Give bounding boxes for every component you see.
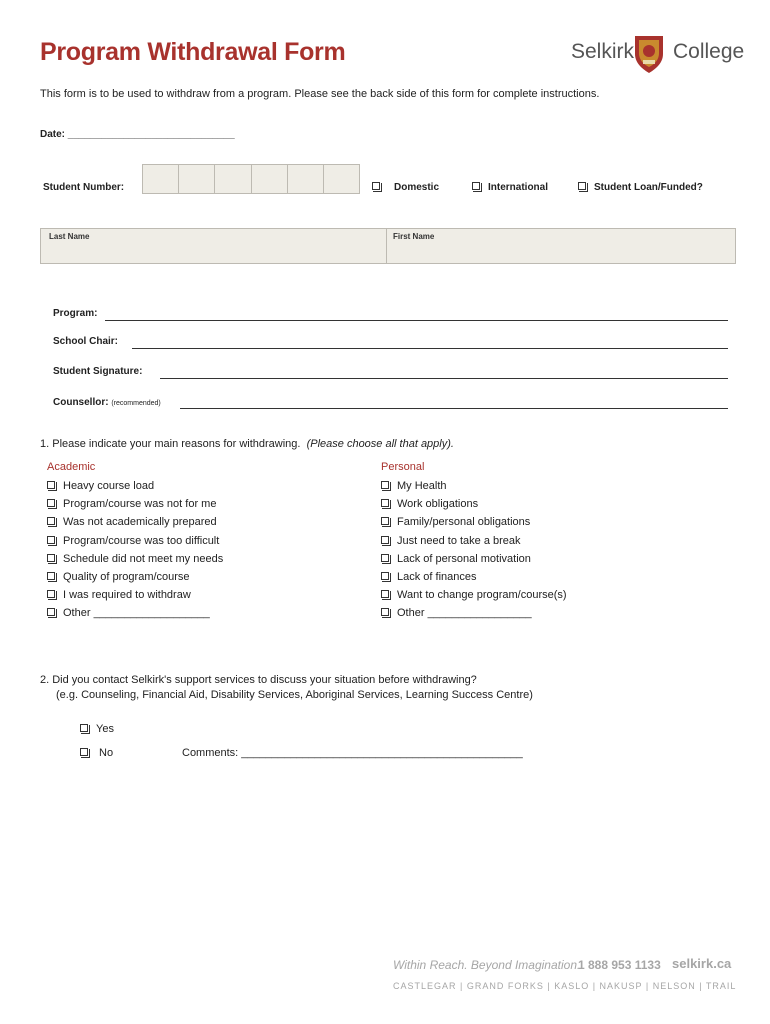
checkbox-icon[interactable] <box>47 499 55 507</box>
checkbox-icon[interactable] <box>381 554 389 562</box>
list-item[interactable]: Other ___________________ <box>47 604 223 622</box>
list-item[interactable]: Lack of personal motivation <box>381 550 567 568</box>
student-number-cell[interactable] <box>143 165 179 193</box>
checkbox-icon[interactable] <box>381 481 389 489</box>
checkbox-icon[interactable] <box>47 536 55 544</box>
counsellor-input-line[interactable] <box>180 408 728 409</box>
list-item[interactable]: My Health <box>381 477 567 495</box>
counsellor-note: (recommended) <box>111 400 161 407</box>
checkbox-icon[interactable] <box>381 608 389 616</box>
checkbox-icon[interactable] <box>372 182 380 190</box>
personal-reasons-list <box>381 477 567 623</box>
first-name-label: First Name <box>393 232 435 241</box>
comments-field[interactable]: Comments: ______________________________________________ <box>182 747 523 759</box>
date-field[interactable]: Date: ______________________________ <box>40 129 235 140</box>
checkbox-icon[interactable] <box>381 590 389 598</box>
list-item[interactable]: Other _________________ <box>381 604 567 622</box>
footer-website: selkirk.ca <box>672 956 732 971</box>
form-title: Program Withdrawal Form <box>40 38 346 66</box>
academic-heading: Academic <box>47 461 96 473</box>
selkirk-college-logo <box>566 34 745 78</box>
crest-icon <box>632 34 666 74</box>
name-fields-box <box>40 228 736 264</box>
student-number-cell[interactable] <box>215 165 251 193</box>
checkbox-icon[interactable] <box>47 554 55 562</box>
academic-reasons-list <box>47 477 223 623</box>
logo-word-left: Selkirk <box>571 40 635 63</box>
list-item[interactable]: Heavy course load <box>47 477 223 495</box>
student-number-cell[interactable] <box>288 165 324 193</box>
checkbox-icon[interactable] <box>381 499 389 507</box>
international-option[interactable]: International <box>472 182 548 193</box>
footer-tagline: Within Reach. Beyond Imagination. <box>393 958 581 972</box>
list-item[interactable]: Schedule did not meet my needs <box>47 550 223 568</box>
personal-heading: Personal <box>381 461 425 473</box>
student-number-cell[interactable] <box>179 165 215 193</box>
question-1: 1. Please indicate your main reasons for withdrawing. (Please choose all that apply). <box>40 438 454 450</box>
program-label: Program: <box>53 308 98 319</box>
footer-campuses: CASTLEGAR | GRAND FORKS | KASLO | NAKUSP | NELSON | TRAIL <box>393 981 737 991</box>
logo-word-right: College <box>673 40 745 63</box>
yes-option[interactable]: Yes <box>80 723 114 735</box>
checkbox-icon[interactable] <box>381 536 389 544</box>
question-2: 2. Did you contact Selkirk's support services to discuss your situation before withdrawing? <box>40 674 477 686</box>
checkbox-icon[interactable] <box>47 572 55 580</box>
checkbox-icon[interactable] <box>381 572 389 580</box>
school-chair-input-line[interactable] <box>132 348 728 349</box>
list-item[interactable]: Work obligations <box>381 495 567 513</box>
checkbox-icon[interactable] <box>47 590 55 598</box>
list-item[interactable]: Quality of program/course <box>47 568 223 586</box>
checkbox-icon[interactable] <box>80 748 88 756</box>
student-number-cell[interactable] <box>252 165 288 193</box>
list-item[interactable]: I was required to withdraw <box>47 586 223 604</box>
checkbox-icon[interactable] <box>47 608 55 616</box>
list-item[interactable]: Want to change program/course(s) <box>381 586 567 604</box>
checkbox-icon[interactable] <box>47 481 55 489</box>
list-item[interactable]: Family/personal obligations <box>381 513 567 531</box>
name-divider <box>386 229 387 263</box>
school-chair-label: School Chair: <box>53 336 119 347</box>
checkbox-icon[interactable] <box>381 517 389 525</box>
list-item[interactable]: Lack of finances <box>381 568 567 586</box>
last-name-label: Last Name <box>49 232 90 241</box>
student-loan-option[interactable]: Student Loan/Funded? <box>578 182 703 193</box>
checkbox-icon[interactable] <box>80 724 88 732</box>
student-number-cell[interactable] <box>324 165 359 193</box>
signature-label: Student Signature: <box>53 366 143 377</box>
no-option[interactable]: No <box>80 747 113 759</box>
intro-text: This form is to be used to withdraw from a program. Please see the back side of this form for complete instructions. <box>40 88 600 100</box>
list-item[interactable]: Was not academically prepared <box>47 513 223 531</box>
list-item[interactable]: Program/course was too difficult <box>47 532 223 550</box>
checkbox-icon[interactable] <box>472 182 480 190</box>
footer-phone: 1 888 953 1133 <box>578 958 661 972</box>
domestic-option[interactable]: Domestic <box>372 182 439 193</box>
program-input-line[interactable] <box>105 320 728 321</box>
list-item[interactable]: Program/course was not for me <box>47 495 223 513</box>
list-item[interactable]: Just need to take a break <box>381 532 567 550</box>
checkbox-icon[interactable] <box>578 182 586 190</box>
checkbox-icon[interactable] <box>47 517 55 525</box>
student-number-label: Student Number: <box>43 182 125 193</box>
question-2-examples: (e.g. Counseling, Financial Aid, Disability Services, Aboriginal Services, Learning Success Centre) <box>56 689 533 701</box>
signature-input-line[interactable] <box>160 378 728 379</box>
student-number-boxes[interactable] <box>142 164 360 194</box>
counsellor-label: Counsellor: (recommended) <box>53 397 161 408</box>
